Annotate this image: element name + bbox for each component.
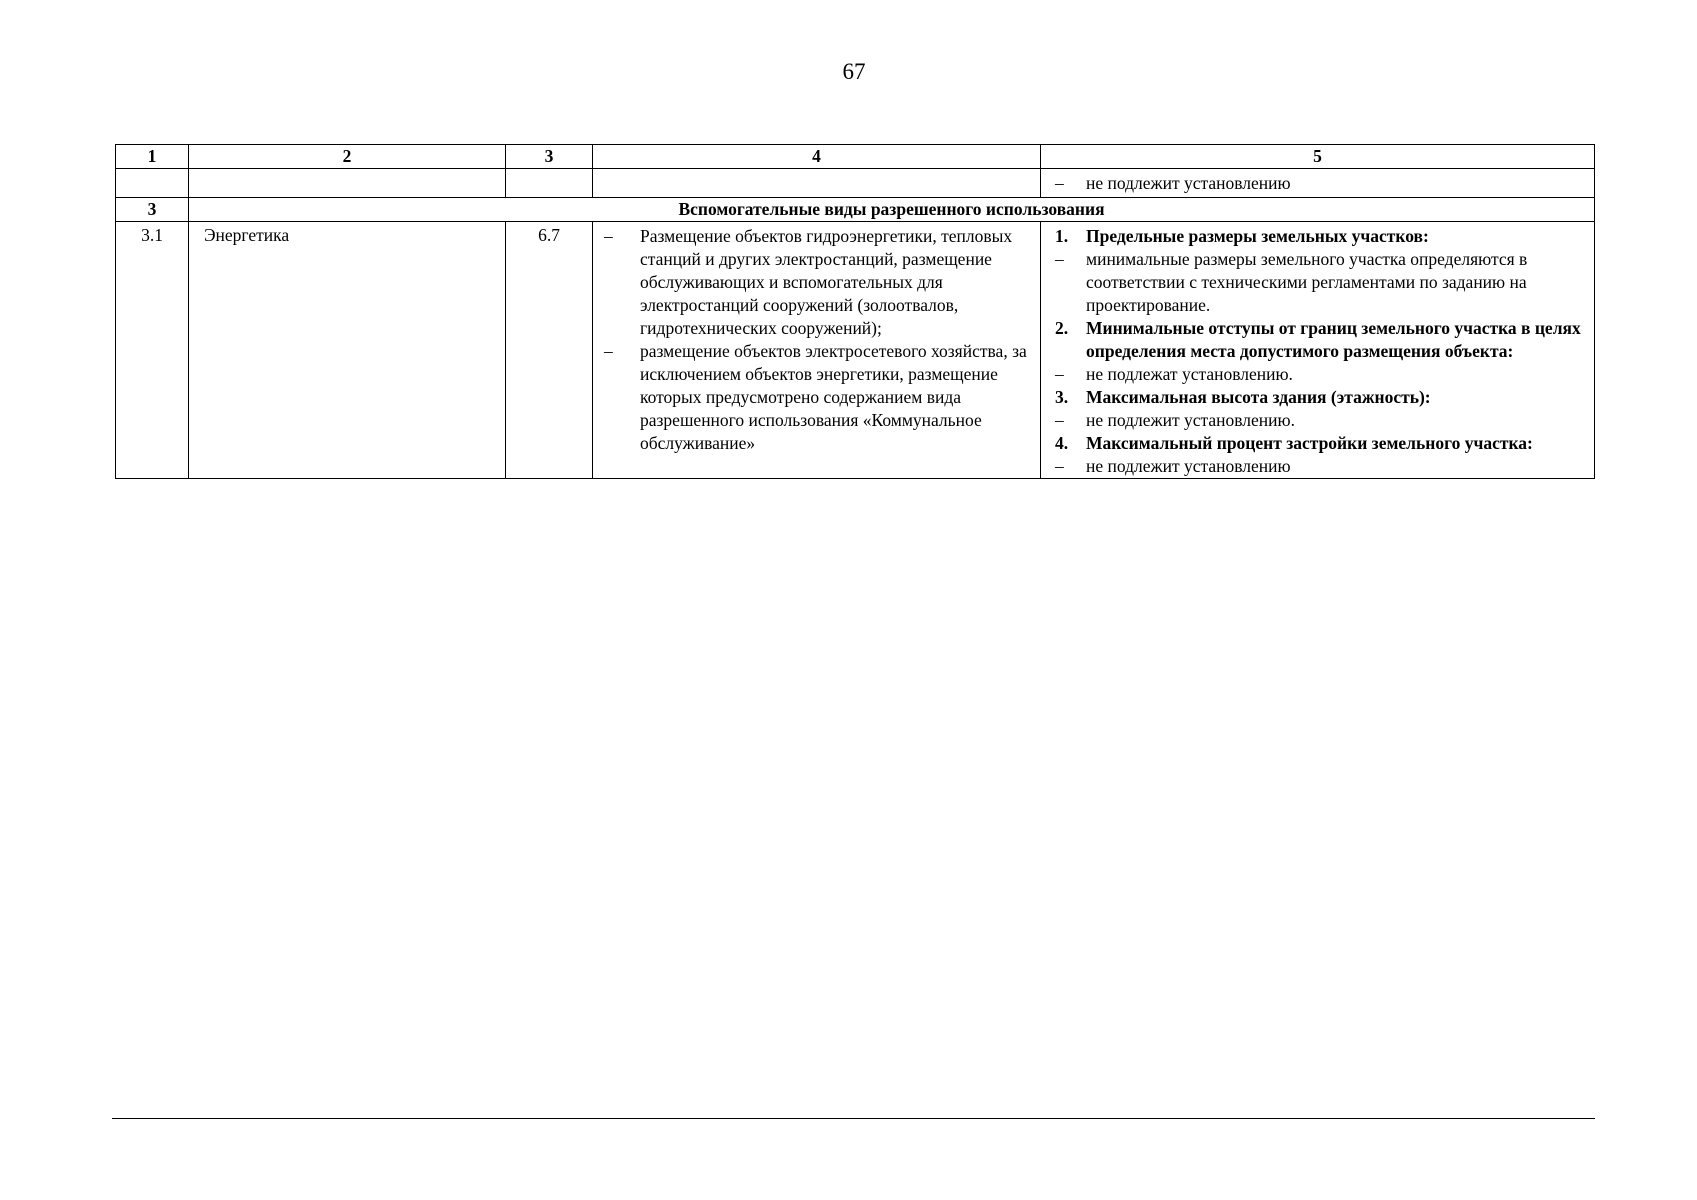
dash-marker: –: [1055, 364, 1064, 384]
row-number: 3.1: [116, 222, 189, 479]
page-number: 67: [842, 59, 866, 84]
parameter-number: 4.: [1055, 433, 1069, 453]
parameter-heading: [1055, 225, 1586, 248]
parameter-value: [1055, 455, 1586, 478]
description-item: [598, 340, 1035, 455]
parameter-value-text: не подлежит установлению: [1086, 456, 1291, 476]
use-description: [593, 222, 1041, 479]
parameter-title: Предельные размеры земельных участков:: [1086, 226, 1429, 246]
description-text: Размещение объектов гидроэнергетики, тепловых станций и других электростанций, размещение обслуживающих и вспомогательных для электростанций сооружений (золоотвалов, гидротехнических сооружений);: [640, 226, 1013, 338]
parameter-value-text: не подлежат установлению.: [1086, 364, 1293, 384]
parameter-value-text: минимальные размеры земельного участка определяются в соответствии с техническими регламентами по заданию на проектирование.: [1086, 249, 1528, 315]
parameter-heading: [1055, 386, 1586, 409]
land-use-table: [115, 144, 1595, 479]
dash-marker: –: [1055, 249, 1064, 269]
parameter-number: 3.: [1055, 387, 1069, 407]
section-title: Вспомогательные виды разрешенного использования: [189, 198, 1595, 222]
dash-marker: –: [1055, 173, 1064, 193]
table-row-energy: [116, 222, 1595, 479]
carryover-value-text: не подлежит установлению: [1086, 173, 1291, 193]
section-row: [116, 198, 1595, 222]
column-header-1: 1: [116, 145, 189, 169]
parameter-heading: [1055, 432, 1586, 455]
table-row-carryover: [116, 169, 1595, 198]
carryover-cell-4: [593, 169, 1041, 198]
parameter-title: Максимальный процент застройки земельного участка:: [1086, 433, 1533, 453]
parameter-title: Минимальные отступы от границ земельного участка в целях определения места допустимого размещения объекта:: [1086, 318, 1581, 361]
dash-marker: –: [1055, 410, 1064, 430]
parameter-value-text: не подлежит установлению.: [1086, 410, 1295, 430]
column-header-3: 3: [506, 145, 593, 169]
section-number: 3: [116, 198, 189, 222]
carryover-cell-3: [506, 169, 593, 198]
column-header-2: 2: [189, 145, 506, 169]
classifier-code: 6.7: [506, 222, 593, 479]
parameters-cell: [1041, 222, 1595, 479]
dash-marker: –: [604, 226, 613, 246]
parameter-heading: [1055, 317, 1586, 363]
carryover-cell-5: [1041, 169, 1595, 198]
use-type-name: Энергетика: [189, 222, 506, 479]
parameter-value: [1055, 409, 1586, 432]
footer-rule: [112, 1118, 1595, 1119]
parameter-number: 2.: [1055, 318, 1069, 338]
parameter-title: Максимальная высота здания (этажность):: [1086, 387, 1431, 407]
column-header-5: 5: [1041, 145, 1595, 169]
description-text: размещение объектов электросетевого хозяйства, за исключением объектов энергетики, размещение которых предусмотрено содержанием вида разрешенного использования «Коммунальное обслуживание»: [640, 341, 1027, 453]
column-header-4: 4: [593, 145, 1041, 169]
description-item: [598, 225, 1035, 340]
parameter-value: [1055, 363, 1586, 386]
parameter-number: 1.: [1055, 226, 1069, 246]
dash-marker: –: [1055, 456, 1064, 476]
carryover-cell-1: [116, 169, 189, 198]
carryover-value: [1055, 172, 1586, 195]
parameter-value: [1055, 248, 1586, 317]
table-header-row: [116, 145, 1595, 169]
carryover-cell-2: [189, 169, 506, 198]
dash-marker: –: [604, 341, 613, 361]
